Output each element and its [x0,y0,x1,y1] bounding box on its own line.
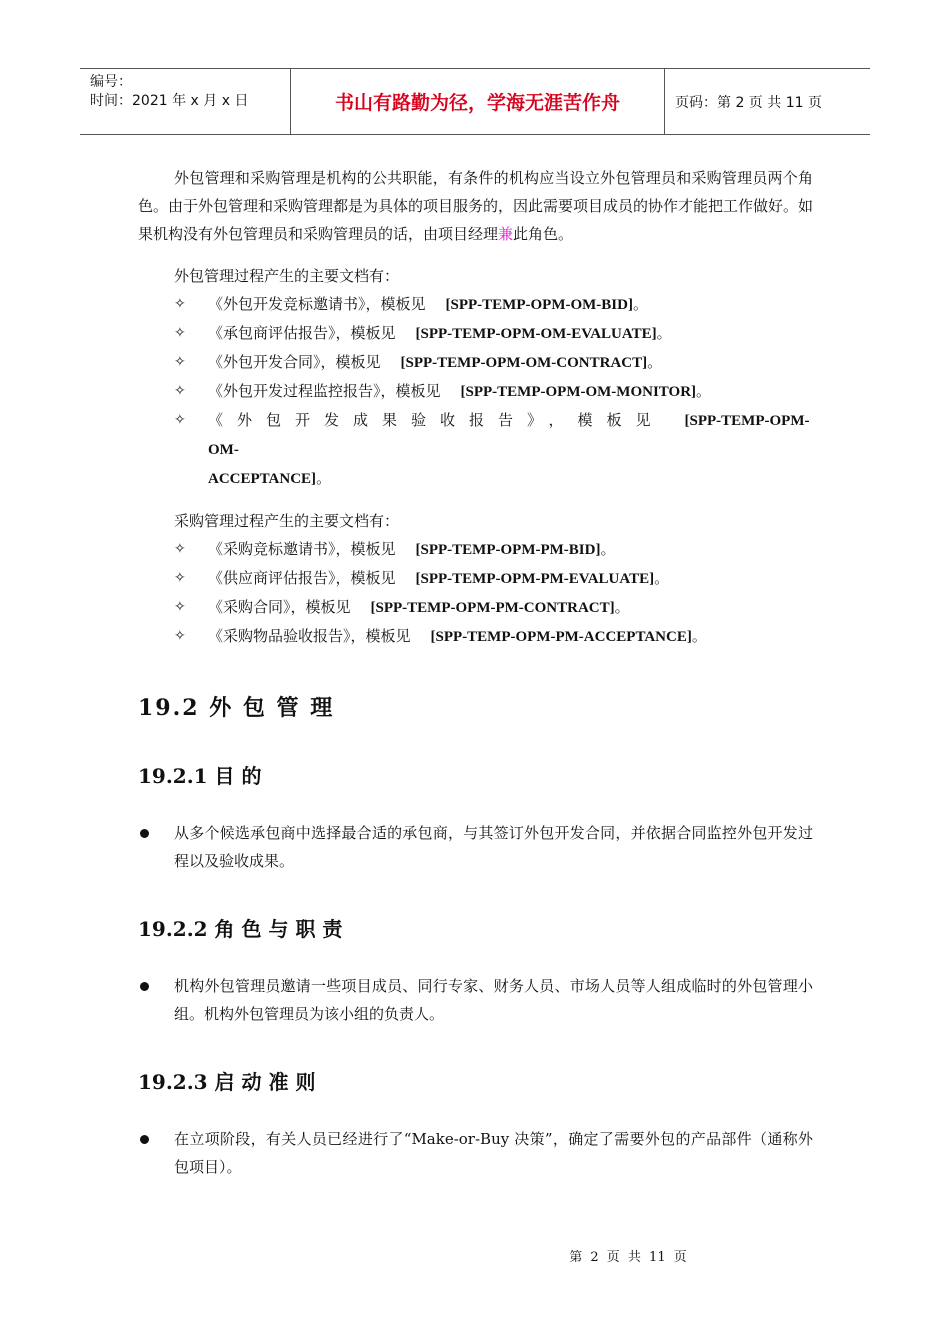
diamond-bullet-icon: ✧ [174,541,186,557]
diamond-bullet-icon: ✧ [174,412,186,428]
start-criteria-heading: 19.2.3 启 动 准 则 [138,1070,316,1094]
item-end: 。 [600,540,616,558]
template-code: [SPP-TEMP-OPM-PM-BID] [415,542,601,558]
roles-heading: 19.2.2 角 色 与 职 责 [138,917,343,941]
template-code: [SPP-TEMP-OPM-OM-CONTRACT] [400,355,648,371]
doc-name: 《采购竞标邀请书》，模板见 [208,540,396,558]
document-body [138,164,813,1181]
list-item [138,593,813,622]
purchase-docs-heading: 采购管理过程产生的主要文档有： [174,512,400,530]
item-end: 。 [691,627,707,645]
template-code: [SPP-TEMP-OPM-PM-CONTRACT] [370,600,615,616]
list-item [138,377,813,406]
diamond-bullet-icon: ✧ [174,628,186,644]
purpose-text: 从多个候选承包商中选择最合适的承包商，与其签订外包开发合同，并依据合同监控外包开发过程以及验收成果。 [174,824,813,870]
doc-name: 《采购物品验收报告》，模板见 [208,627,411,645]
list-item [138,290,813,319]
list-item [138,622,813,651]
template-code: [SPP-TEMP-OPM-OM- [208,413,810,458]
header-meta [80,69,291,134]
template-code: [SPP-TEMP-OPM-OM-BID] [445,297,633,313]
template-code: [SPP-TEMP-OPM-PM-EVALUATE] [415,571,655,587]
bullet-dot-icon [140,1135,149,1144]
bullet-dot-icon [140,982,149,991]
item-end: 。 [614,598,630,616]
header-motto: 书山有路勤为径，学海无涯苦作舟 [291,69,665,134]
item-end: 。 [696,382,712,400]
list-item [138,564,813,593]
template-code: [SPP-TEMP-OPM-PM-ACCEPTANCE] [430,629,692,645]
diamond-bullet-icon: ✧ [174,599,186,615]
item-end: 。 [632,295,648,313]
template-code: [SPP-TEMP-OPM-OM-EVALUATE] [415,326,657,342]
purpose-bullet [138,819,813,875]
item-end: 。 [654,569,670,587]
doc-name: 《外包开发过程监控报告》，模板见 [208,382,441,400]
doc-name: 《承包商评估报告》，模板见 [208,324,396,342]
purpose-heading: 19.2.1 目 的 [138,764,262,788]
list-item [138,348,813,377]
item-end: 。 [656,324,672,342]
roles-text: 机构外包管理员邀请一些项目成员、同行专家、财务人员、市场人员等人组成临时的外包管理小组。机构外包管理员为该小组的负责人。 [174,977,813,1023]
page-footer: 第 2 页 共 11 页 [569,1250,687,1265]
outsourcing-docs-list [138,290,813,493]
roles-bullet [138,972,813,1028]
document-date-label: 时间：2021 年 x 月 x 日 [90,93,249,109]
purchase-docs-list [138,535,813,651]
intro-text-end: 此角色。 [513,225,574,243]
diamond-bullet-icon: ✧ [174,296,186,312]
outsourcing-docs-heading: 外包管理过程产生的主要文档有： [174,267,400,285]
diamond-bullet-icon: ✧ [174,383,186,399]
page-header [80,68,870,135]
list-item [138,406,813,493]
section-title: 19.2 外 包 管 理 [138,695,335,721]
list-item [138,535,813,564]
start-criteria-text: 在立项阶段，有关人员已经进行了“Make-or-Buy 决策”，确定了需要外包的产品部件（通称外包项目）。 [174,1130,813,1176]
template-code: [SPP-TEMP-OPM-OM-MONITOR] [460,384,697,400]
start-criteria-bullet [138,1125,813,1181]
bullet-dot-icon [140,829,149,838]
header-page-label: 页码：第 2 页 共 11 页 [675,94,822,111]
diamond-bullet-icon: ✧ [174,325,186,341]
intro-highlight: 兼 [498,225,514,243]
intro-text: 外包管理和采购管理是机构的公共职能，有条件的机构应当设立外包管理员和采购管理员两个角色。由于外包管理和采购管理都是为具体的项目服务的，因此需要项目成员的协作才能把工作做好。如果机构没有外包管理员和采购管理员的话，由项目经理 [138,169,814,243]
diamond-bullet-icon: ✧ [174,570,186,586]
diamond-bullet-icon: ✧ [174,354,186,370]
doc-name: 《采购合同》，模板见 [208,598,351,616]
template-code-continued: ACCEPTANCE] [208,471,317,487]
doc-name: 《外包开发竞标邀请书》，模板见 [208,295,426,313]
intro-paragraph [138,164,813,248]
doc-name: 《外包开发成果验收报告》，模板见 [208,411,665,429]
item-end: 。 [316,469,332,487]
doc-name: 《外包开发合同》，模板见 [208,353,381,371]
item-end: 。 [647,353,663,371]
list-item [138,319,813,348]
doc-name: 《供应商评估报告》，模板见 [208,569,396,587]
document-number-label: 编号： [90,74,132,90]
